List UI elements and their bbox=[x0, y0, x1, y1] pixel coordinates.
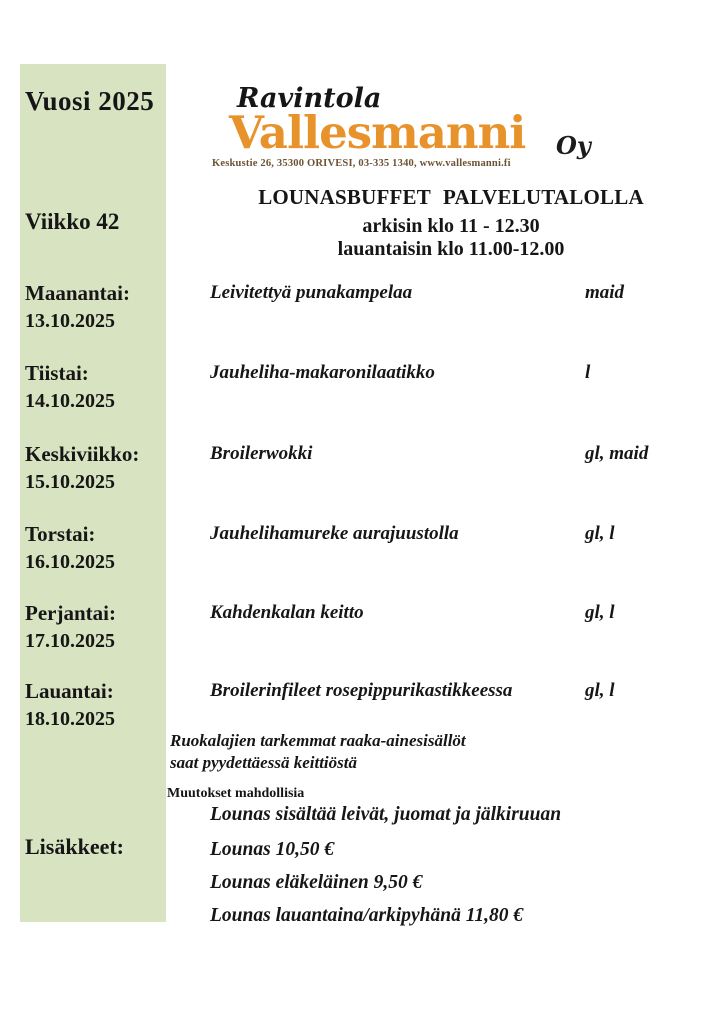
diet-codes-friday: gl, l bbox=[585, 602, 615, 623]
saturday-hours: lauantaisin klo 11.00-12.00 bbox=[337, 238, 565, 260]
diet-codes-tuesday: l bbox=[585, 362, 591, 383]
day-date: 13.10.2025 bbox=[25, 310, 115, 332]
day-block-tuesday bbox=[25, 359, 165, 415]
price-regular: Lounas 10,50 € bbox=[210, 839, 335, 860]
week-label: Viikko 42 bbox=[25, 209, 120, 234]
dish-monday: Leivitettyä punakampelaa bbox=[210, 282, 413, 303]
buffet-title: LOUNASBUFFET PALVELUTALOLLA bbox=[258, 185, 644, 209]
day-date: 14.10.2025 bbox=[25, 390, 115, 412]
day-block-thursday bbox=[25, 520, 165, 576]
ingredients-note-line1: Ruokalajien tarkemmat raaka-ainesisällöt bbox=[170, 731, 466, 750]
day-date: 16.10.2025 bbox=[25, 551, 115, 573]
header-block bbox=[186, 185, 716, 261]
logo-brand-name: Vallesmanni bbox=[229, 106, 526, 159]
dish-friday: Kahdenkalan keitto bbox=[210, 602, 364, 623]
day-name: Perjantai: bbox=[25, 601, 116, 625]
day-block-saturday bbox=[25, 677, 165, 733]
diet-codes-saturday: gl, l bbox=[585, 680, 615, 701]
logo-restaurant-word: Ravintola bbox=[237, 83, 382, 114]
dish-saturday: Broilerinfileet rosepippurikastikkeessa bbox=[210, 680, 513, 701]
price-weekend: Lounas lauantaina/arkipyhänä 11,80 € bbox=[210, 905, 524, 926]
day-name: Keskiviikko: bbox=[25, 442, 140, 466]
lunch-includes-note: Lounas sisältää leivät, juomat ja jälkiruuan bbox=[210, 804, 562, 825]
dish-tuesday: Jauheliha-makaronilaatikko bbox=[210, 362, 435, 383]
price-senior: Lounas eläkeläinen 9,50 € bbox=[210, 872, 423, 893]
logo-address-tagline: Keskustie 26, 35300 ORIVESI, 03-335 1340, www.vallesmanni.fi bbox=[212, 158, 511, 169]
day-date: 15.10.2025 bbox=[25, 471, 115, 493]
year-label: Vuosi 2025 bbox=[25, 86, 155, 116]
day-name: Tiistai: bbox=[25, 361, 89, 385]
changes-disclaimer: Muutokset mahdollisia bbox=[167, 786, 305, 801]
day-name: Lauantai: bbox=[25, 679, 114, 703]
day-date: 18.10.2025 bbox=[25, 708, 115, 730]
day-name: Maanantai: bbox=[25, 281, 130, 305]
extras-label: Lisäkkeet: bbox=[25, 834, 124, 859]
day-block-monday bbox=[25, 279, 165, 335]
day-block-wednesday bbox=[25, 440, 165, 496]
day-date: 17.10.2025 bbox=[25, 630, 115, 652]
ingredients-note-line2: saat pyydettäessä keittiöstä bbox=[170, 753, 357, 772]
diet-codes-monday: maid bbox=[585, 282, 625, 303]
day-name: Torstai: bbox=[25, 522, 96, 546]
weekday-hours: arkisin klo 11 - 12.30 bbox=[362, 215, 540, 237]
diet-codes-wednesday: gl, maid bbox=[585, 443, 649, 464]
diet-codes-thursday: gl, l bbox=[585, 523, 615, 544]
logo-company-suffix: Oy bbox=[556, 131, 591, 160]
dish-wednesday: Broilerwokki bbox=[210, 443, 313, 464]
day-block-friday bbox=[25, 599, 165, 655]
dish-thursday: Jauhelihamureke aurajuustolla bbox=[210, 523, 459, 544]
